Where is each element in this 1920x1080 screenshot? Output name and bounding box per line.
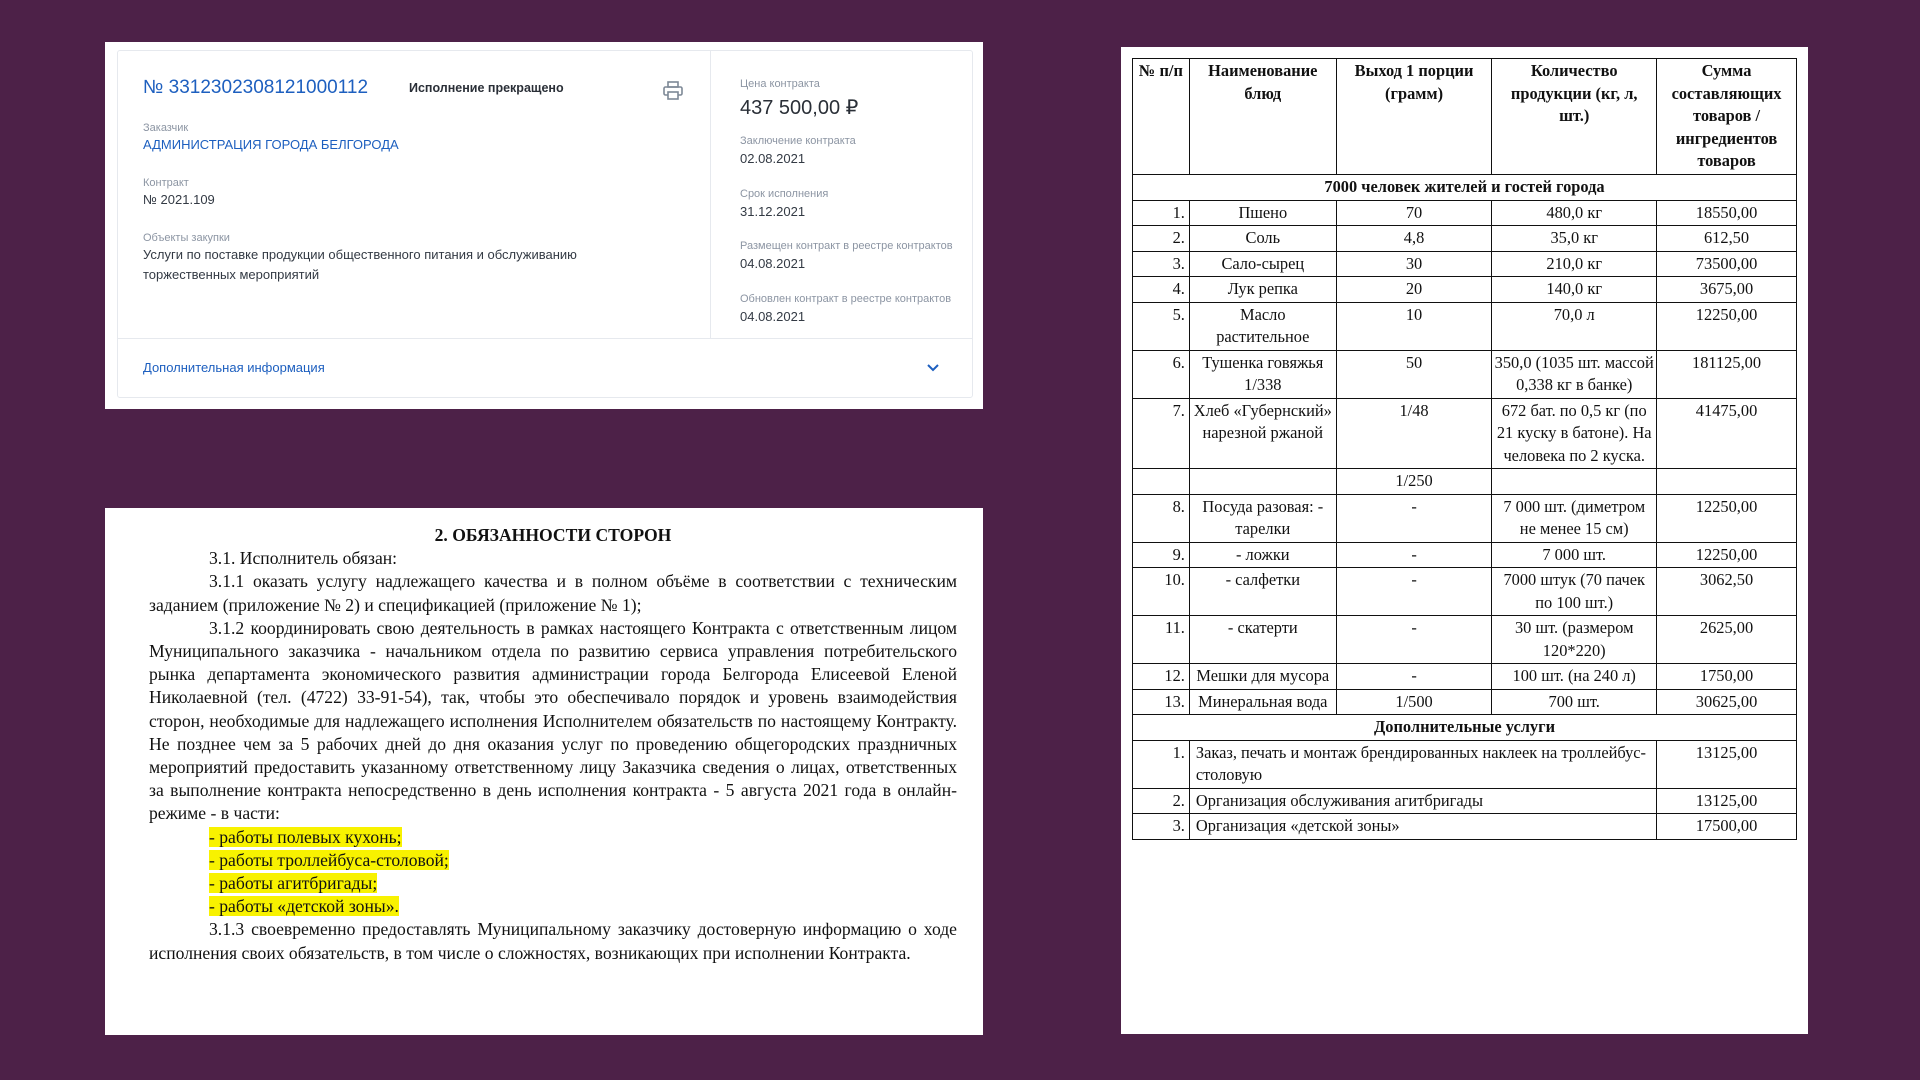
table-row	[1133, 226, 1797, 252]
header-cell: № п/п	[1133, 59, 1190, 175]
objects-value: Услуги по поставке продукции общественного питания и обслуживанию торжественных мероприятий	[143, 247, 577, 282]
table-cell: 480,0 кг	[1492, 200, 1657, 226]
section-title: Дополнительные услуги	[1133, 715, 1797, 741]
highlight-trolleybus: - работы троллейбуса-столовой;	[209, 849, 449, 870]
contract-number-link[interactable]: № 3312302308121000112	[143, 77, 369, 98]
table-row	[1133, 740, 1797, 788]
table-row	[1133, 200, 1797, 226]
table-cell: -	[1336, 542, 1492, 568]
table-cell: 8.	[1133, 494, 1190, 542]
table-cell: 210,0 кг	[1492, 251, 1657, 277]
table-cell: 20	[1336, 277, 1492, 303]
table-cell: - скатерти	[1189, 616, 1336, 664]
table-cell: 1/48	[1336, 398, 1492, 469]
highlight-kids-zone: - работы «детской зоны».	[209, 896, 399, 917]
table-cell: 11.	[1133, 616, 1190, 664]
contract-main-info	[118, 51, 710, 338]
table-cell: 1/250	[1336, 469, 1492, 495]
table-cell: 3.	[1133, 251, 1190, 277]
price-label: Цена контракта	[740, 78, 820, 90]
header-cell: Сумма составляющих товаров / ингредиентов товаров	[1657, 59, 1797, 175]
table-cell: -	[1336, 664, 1492, 690]
customer-label: Заказчик	[143, 122, 189, 134]
table-cell: 50	[1336, 350, 1492, 398]
table-row	[1133, 814, 1797, 840]
table-row	[1133, 689, 1797, 715]
table-cell: 10	[1336, 302, 1492, 350]
table-cell: 30625,00	[1657, 689, 1797, 715]
highlight-agit-brigade: - работы агитбригады;	[209, 873, 378, 894]
table-cell: 5.	[1133, 302, 1190, 350]
table-cell: 2.	[1133, 226, 1190, 252]
header-cell: Наименование блюд	[1189, 59, 1336, 175]
table-cell: -	[1336, 616, 1492, 664]
table-cell: 1.	[1133, 200, 1190, 226]
table-cell: Лук репка	[1189, 277, 1336, 303]
table-cell: 4,8	[1336, 226, 1492, 252]
table-cell: 612,50	[1657, 226, 1797, 252]
table-cell: 13.	[1133, 689, 1190, 715]
print-icon[interactable]	[662, 81, 684, 101]
contract-value: № 2021.109	[143, 192, 215, 207]
header-cell: Количество продукции (кг, л, шт.)	[1492, 59, 1657, 175]
table-cell: -	[1336, 568, 1492, 616]
placed-date: 04.08.2021	[740, 256, 806, 271]
table-header-row	[1133, 59, 1797, 175]
table-row	[1133, 350, 1797, 398]
table-cell: Организация обслуживания агитбригады	[1189, 788, 1656, 814]
table-cell: 350,0 (1035 шт. массой 0,338 кг в банке)	[1492, 350, 1657, 398]
table-cell: 13125,00	[1657, 788, 1797, 814]
table-cell: Пшено	[1189, 200, 1336, 226]
table-cell: 700 шт.	[1492, 689, 1657, 715]
section-row	[1133, 715, 1797, 741]
table-row	[1133, 616, 1797, 664]
table-cell: Посуда разовая: - тарелки	[1189, 494, 1336, 542]
table-cell: 17500,00	[1657, 814, 1797, 840]
table-cell: 12.	[1133, 664, 1190, 690]
table-cell	[1492, 469, 1657, 495]
table-cell: 7 000 шт.	[1492, 542, 1657, 568]
table-cell	[1189, 469, 1336, 495]
table-cell: 70	[1336, 200, 1492, 226]
table-cell: - ложки	[1189, 542, 1336, 568]
contract-price: 437 500,00 ₽	[740, 97, 859, 119]
vertical-divider	[710, 51, 711, 338]
section-heading: 2. ОБЯЗАННОСТИ СТОРОН	[434, 525, 672, 545]
table-cell: 3675,00	[1657, 277, 1797, 303]
table-row	[1133, 664, 1797, 690]
table-cell: 10.	[1133, 568, 1190, 616]
table-cell: 181125,00	[1657, 350, 1797, 398]
contract-text-page	[105, 508, 983, 1035]
table-cell: Хлеб «Губернский» нарезной ржаной	[1189, 398, 1336, 469]
table-cell: 1.	[1133, 740, 1190, 788]
table-cell: Масло растительное	[1189, 302, 1336, 350]
specification-page	[1121, 47, 1808, 1034]
table-row	[1133, 302, 1797, 350]
table-cell: -	[1336, 494, 1492, 542]
table-cell: 12250,00	[1657, 302, 1797, 350]
table-row	[1133, 469, 1797, 495]
table-cell: 12250,00	[1657, 542, 1797, 568]
table-row	[1133, 788, 1797, 814]
table-cell: Соль	[1189, 226, 1336, 252]
table-cell: 9.	[1133, 542, 1190, 568]
table-cell: 140,0 кг	[1492, 277, 1657, 303]
deadline-date: 31.12.2021	[740, 204, 806, 219]
section-row	[1133, 175, 1797, 201]
contract-label: Контракт	[143, 177, 189, 189]
table-cell: 2.	[1133, 788, 1190, 814]
updated-label: Обновлен контракт в реестре контрактов	[740, 293, 952, 305]
table-cell	[1657, 469, 1797, 495]
table-cell: Мешки для мусора	[1189, 664, 1336, 690]
deadline-label: Срок исполнения	[740, 188, 829, 200]
table-cell: 73500,00	[1657, 251, 1797, 277]
table-row	[1133, 398, 1797, 469]
table-cell: 2625,00	[1657, 616, 1797, 664]
table-cell: 1/500	[1336, 689, 1492, 715]
more-info-link[interactable]: Дополнительная информация	[143, 360, 325, 375]
table-cell: Минеральная вода	[1189, 689, 1336, 715]
concluded-date: 02.08.2021	[740, 151, 806, 166]
customer-link[interactable]: АДМИНИСТРАЦИЯ ГОРОДА БЕЛГОРОДА	[143, 137, 399, 152]
table-cell: 6.	[1133, 350, 1190, 398]
chevron-down-icon[interactable]	[925, 359, 941, 375]
table-cell: Организация «детской зоны»	[1189, 814, 1656, 840]
table-cell: Заказ, печать и монтаж брендированных наклеек на троллейбус-столовую	[1189, 740, 1656, 788]
paragraph-3-1-1: 3.1.1 оказать услугу надлежащего качества и в полном объёме в соответствии с техническим заданием (приложение № 2) и спецификацией (приложение № 1);	[149, 571, 957, 615]
table-cell: Сало-сырец	[1189, 251, 1336, 277]
highlight-field-kitchens: - работы полевых кухонь;	[209, 826, 402, 847]
table-cell: 7 000 шт. (диметром не менее 15 см)	[1492, 494, 1657, 542]
table-cell: 1750,00	[1657, 664, 1797, 690]
table-row	[1133, 277, 1797, 303]
table-cell: 12250,00	[1657, 494, 1797, 542]
table-cell: 4.	[1133, 277, 1190, 303]
table-row	[1133, 494, 1797, 542]
table-cell: 18550,00	[1657, 200, 1797, 226]
table-cell: 7000 штук (70 пачек по 100 шт.)	[1492, 568, 1657, 616]
section-title: 7000 человек жителей и гостей города	[1133, 175, 1797, 201]
header-cell: Выход 1 порции (грамм)	[1336, 59, 1492, 175]
table-cell: 41475,00	[1657, 398, 1797, 469]
horizontal-divider	[118, 338, 972, 339]
paragraph-3-1-2: 3.1.2 координировать свою деятельность в рамках настоящего Контракта с ответственным лицом Муниципального заказчика - начальником отдела по развитию сервиса управления потребительского рынка департамента экономического развития администрации города Белгорода Елисеевой Еленой Николаевной (тел. (4722) 33-91-54), так, чтобы это обеспечивало порядок и уровень взаимодействия сторон, необходимые для надлежащего исполнения Исполнителем обязательств по настоящему Контракту. Не позднее чем за 5 рабочих дней до дня оказания услуг по проведению общегородских праздничных мероприятий предоставить указанному ответственному лицу Заказчика сведения о лицах, ответственных за выполнение контракта непосредственно в день исполнения контракта - 5 августа 2021 года в онлайн-режиме - в части:	[149, 617, 957, 824]
contract-status: Исполнение прекращено	[409, 81, 564, 95]
table-cell: 30	[1336, 251, 1492, 277]
table-cell: 3062,50	[1657, 568, 1797, 616]
table-row	[1133, 568, 1797, 616]
table-cell	[1133, 469, 1190, 495]
objects-label: Объекты закупки	[143, 232, 230, 244]
paragraph-3-1: 3.1. Исполнитель обязан:	[209, 548, 398, 569]
table-cell: 30 шт. (размером 120*220)	[1492, 616, 1657, 664]
table-cell: 3.	[1133, 814, 1190, 840]
placed-label: Размещен контракт в реестре контрактов	[740, 240, 953, 252]
table-cell: 7.	[1133, 398, 1190, 469]
contract-card-frame	[117, 50, 973, 398]
table-cell: 100 шт. (на 240 л)	[1492, 664, 1657, 690]
specification-table	[1132, 58, 1797, 840]
table-row	[1133, 251, 1797, 277]
updated-date: 04.08.2021	[740, 309, 806, 324]
contract-card	[105, 42, 983, 409]
table-cell: 35,0 кг	[1492, 226, 1657, 252]
table-cell: 672 бат. по 0,5 кг (по 21 куску в батоне). На человека по 2 куска.	[1492, 398, 1657, 469]
paragraph-3-1-3: 3.1.3 своевременно предоставлять Муниципальному заказчику достоверную информацию о ходе исполнения своих обязательств, в том числе о сложностях, возникающих при исполнении Контракта.	[149, 919, 957, 963]
table-cell: 70,0 л	[1492, 302, 1657, 350]
table-cell: - салфетки	[1189, 568, 1336, 616]
table-cell: Тушенка говяжья 1/338	[1189, 350, 1336, 398]
table-cell: 13125,00	[1657, 740, 1797, 788]
concluded-label: Заключение контракта	[740, 135, 856, 147]
table-row	[1133, 542, 1797, 568]
